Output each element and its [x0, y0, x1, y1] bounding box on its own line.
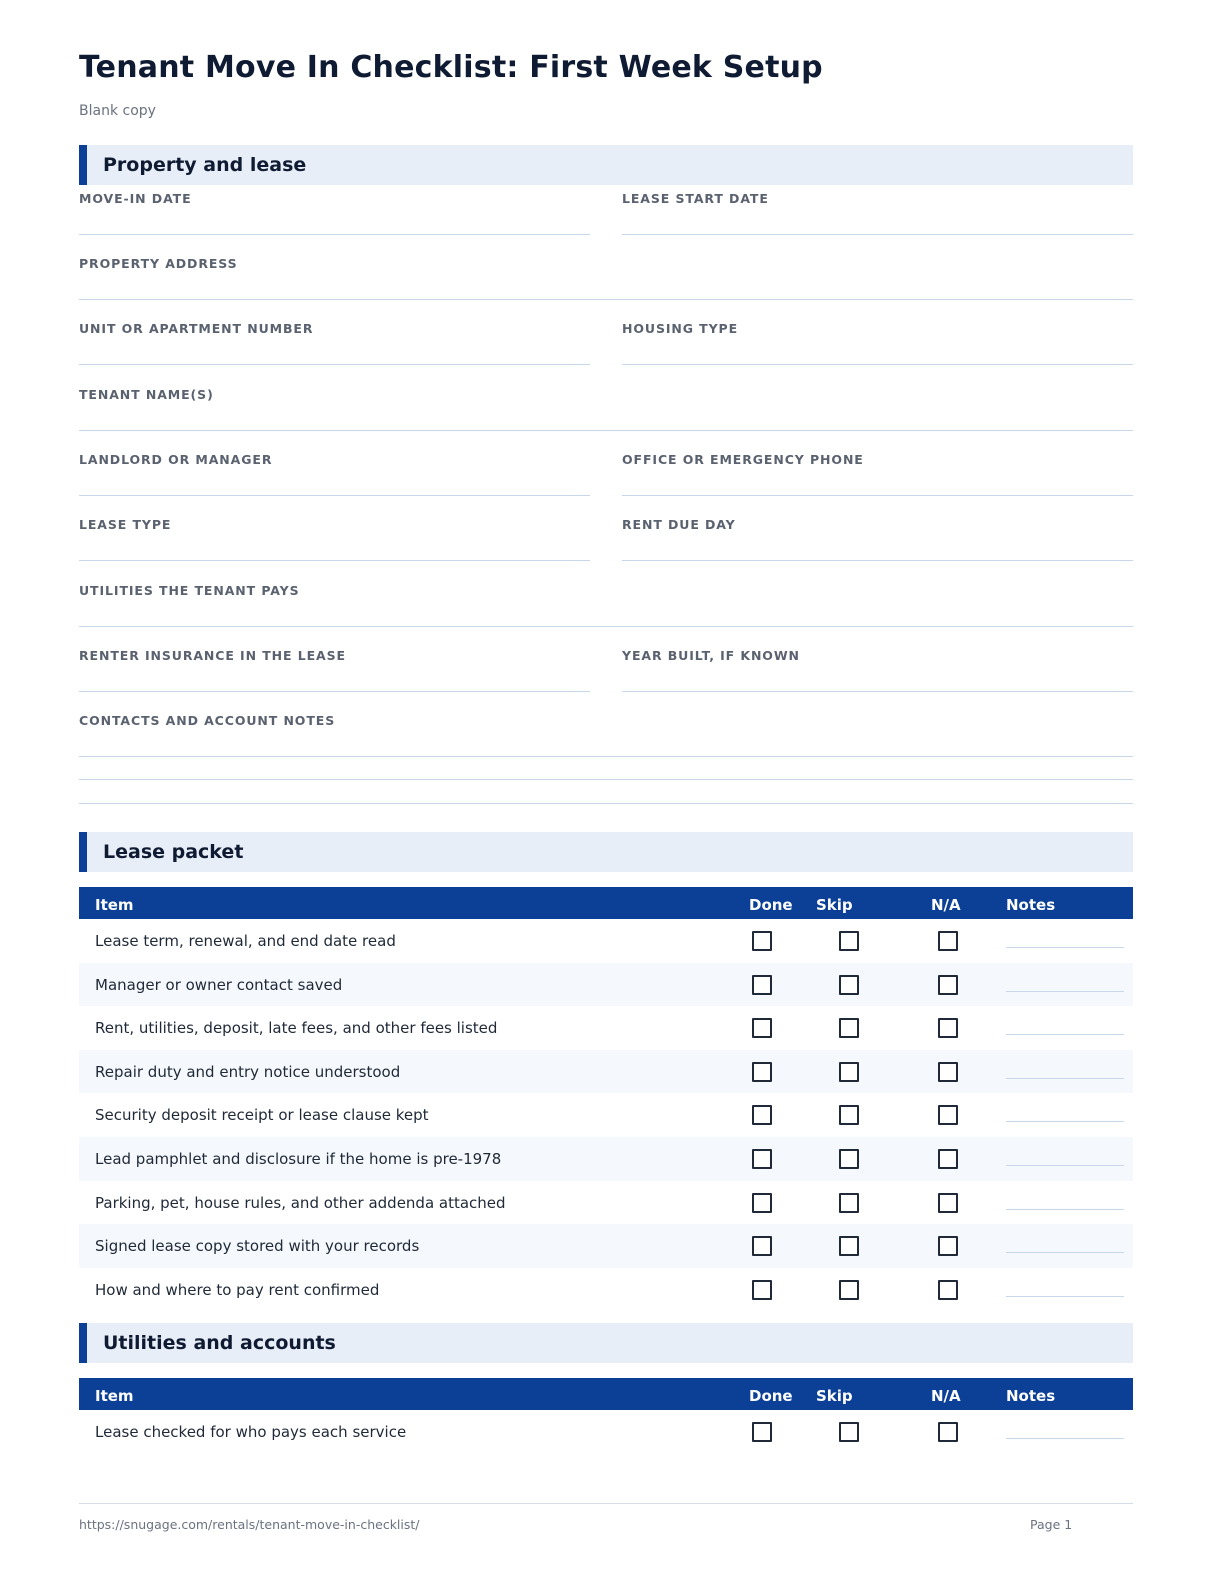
table-row — [79, 1181, 1133, 1225]
notes-field[interactable] — [1006, 991, 1124, 992]
table-row — [79, 1410, 1133, 1454]
section-header-lease-packet — [79, 832, 1133, 872]
field-year-built[interactable] — [622, 641, 1133, 692]
na-checkbox[interactable] — [938, 1236, 958, 1256]
done-checkbox[interactable] — [752, 1280, 772, 1300]
notes-field[interactable] — [1006, 1121, 1124, 1122]
column-header-item: Item — [95, 1387, 134, 1405]
done-checkbox[interactable] — [752, 1422, 772, 1442]
na-checkbox[interactable] — [938, 931, 958, 951]
field-utilities-paid[interactable] — [79, 576, 1133, 627]
field-label: LANDLORD OR MANAGER — [79, 452, 273, 467]
footer-url: https://snugage.com/rentals/tenant-move-in-checklist/ — [79, 1517, 420, 1532]
row-item-text: Manager or owner contact saved — [95, 975, 343, 994]
field-landlord[interactable] — [79, 445, 590, 496]
skip-checkbox[interactable] — [839, 1280, 859, 1300]
row-item-text: Repair duty and entry notice understood — [95, 1062, 401, 1081]
section-accent-bar — [79, 1323, 87, 1363]
skip-checkbox[interactable] — [839, 1062, 859, 1082]
section-title-utilities: Utilities and accounts — [103, 1332, 336, 1354]
field-label: TENANT NAME(S) — [79, 387, 214, 402]
na-checkbox[interactable] — [938, 1193, 958, 1213]
row-item-text: Parking, pet, house rules, and other addenda attached — [95, 1193, 506, 1212]
done-checkbox[interactable] — [752, 1062, 772, 1082]
notes-field[interactable] — [1006, 1209, 1124, 1210]
row-item-text: Rent, utilities, deposit, late fees, and other fees listed — [95, 1019, 498, 1038]
column-header-done: Done — [749, 896, 793, 914]
done-checkbox[interactable] — [752, 931, 772, 951]
done-checkbox[interactable] — [752, 975, 772, 995]
notes-field[interactable] — [1006, 1034, 1124, 1035]
field-label: CONTACTS AND ACCOUNT NOTES — [79, 713, 336, 728]
column-header-skip: Skip — [816, 896, 853, 914]
table-header-lease-packet — [79, 887, 1133, 919]
field-label: OFFICE OR EMERGENCY PHONE — [622, 452, 864, 467]
column-header-notes: Notes — [1006, 896, 1056, 914]
field-label: LEASE TYPE — [79, 517, 172, 532]
field-unit-number[interactable] — [79, 314, 590, 365]
field-contacts-notes[interactable] — [79, 706, 1133, 757]
notes-field[interactable] — [1006, 1296, 1124, 1297]
table-row — [79, 919, 1133, 963]
table-header-utilities — [79, 1378, 1133, 1410]
notes-field[interactable] — [1006, 1252, 1124, 1253]
field-label: HOUSING TYPE — [622, 321, 739, 336]
notes-writing-line[interactable] — [79, 803, 1133, 804]
section-accent-bar — [79, 832, 87, 872]
skip-checkbox[interactable] — [839, 1149, 859, 1169]
row-item-text: Security deposit receipt or lease clause kept — [95, 1106, 429, 1125]
na-checkbox[interactable] — [938, 975, 958, 995]
done-checkbox[interactable] — [752, 1236, 772, 1256]
section-header-utilities — [79, 1323, 1133, 1363]
row-item-text: Signed lease copy stored with your records — [95, 1237, 420, 1256]
done-checkbox[interactable] — [752, 1018, 772, 1038]
table-row — [79, 1093, 1133, 1137]
column-header-done: Done — [749, 1387, 793, 1405]
column-header-item: Item — [95, 896, 134, 914]
skip-checkbox[interactable] — [839, 975, 859, 995]
row-item-text: How and where to pay rent confirmed — [95, 1280, 380, 1299]
field-label: RENTER INSURANCE IN THE LEASE — [79, 648, 346, 663]
field-label: UNIT OR APARTMENT NUMBER — [79, 321, 314, 336]
notes-writing-line[interactable] — [79, 779, 1133, 780]
notes-field[interactable] — [1006, 1438, 1124, 1439]
column-header-na: N/A — [931, 896, 961, 914]
field-label: UTILITIES THE TENANT PAYS — [79, 583, 300, 598]
field-tenant-names[interactable] — [79, 380, 1133, 431]
skip-checkbox[interactable] — [839, 931, 859, 951]
page-title: Tenant Move In Checklist: First Week Setup — [79, 50, 823, 85]
page-number: Page 1 — [1030, 1517, 1073, 1532]
section-header-property — [79, 145, 1133, 185]
column-header-na: N/A — [931, 1387, 961, 1405]
field-rent-due-day[interactable] — [622, 510, 1133, 561]
field-label: RENT DUE DAY — [622, 517, 736, 532]
na-checkbox[interactable] — [938, 1105, 958, 1125]
table-row — [79, 1006, 1133, 1050]
field-label: PROPERTY ADDRESS — [79, 256, 238, 271]
na-checkbox[interactable] — [938, 1062, 958, 1082]
done-checkbox[interactable] — [752, 1193, 772, 1213]
done-checkbox[interactable] — [752, 1149, 772, 1169]
table-row — [79, 1050, 1133, 1094]
field-label: LEASE START DATE — [622, 191, 769, 206]
skip-checkbox[interactable] — [839, 1422, 859, 1442]
na-checkbox[interactable] — [938, 1149, 958, 1169]
field-renter-insurance[interactable] — [79, 641, 590, 692]
na-checkbox[interactable] — [938, 1422, 958, 1442]
table-row — [79, 1137, 1133, 1181]
field-lease-type[interactable] — [79, 510, 590, 561]
column-header-skip: Skip — [816, 1387, 853, 1405]
row-item-text: Lease checked for who pays each service — [95, 1423, 407, 1441]
row-item-text: Lead pamphlet and disclosure if the home is pre-1978 — [95, 1150, 502, 1168]
table-row — [79, 1268, 1133, 1312]
skip-checkbox[interactable] — [839, 1236, 859, 1256]
section-accent-bar — [79, 145, 87, 185]
notes-field[interactable] — [1006, 1078, 1124, 1079]
na-checkbox[interactable] — [938, 1280, 958, 1300]
table-row — [79, 1224, 1133, 1268]
footer-divider — [79, 1503, 1133, 1504]
field-lease-start-date[interactable] — [622, 184, 1133, 235]
table-row — [79, 963, 1133, 1007]
field-property-address[interactable] — [79, 249, 1133, 300]
section-title-property: Property and lease — [103, 154, 307, 176]
skip-checkbox[interactable] — [839, 1193, 859, 1213]
skip-checkbox[interactable] — [839, 1018, 859, 1038]
column-header-notes: Notes — [1006, 1387, 1056, 1405]
section-title-lease-packet: Lease packet — [103, 841, 244, 863]
notes-field[interactable] — [1006, 947, 1124, 948]
field-office-phone[interactable] — [622, 445, 1133, 496]
field-label: MOVE-IN DATE — [79, 191, 192, 206]
na-checkbox[interactable] — [938, 1018, 958, 1038]
done-checkbox[interactable] — [752, 1105, 772, 1125]
field-move-in-date[interactable] — [79, 184, 590, 235]
skip-checkbox[interactable] — [839, 1105, 859, 1125]
field-housing-type[interactable] — [622, 314, 1133, 365]
row-item-text: Lease term, renewal, and end date read — [95, 932, 396, 950]
field-label: YEAR BUILT, IF KNOWN — [622, 648, 800, 663]
notes-field[interactable] — [1006, 1165, 1124, 1166]
page-subtitle: Blank copy — [79, 103, 156, 119]
